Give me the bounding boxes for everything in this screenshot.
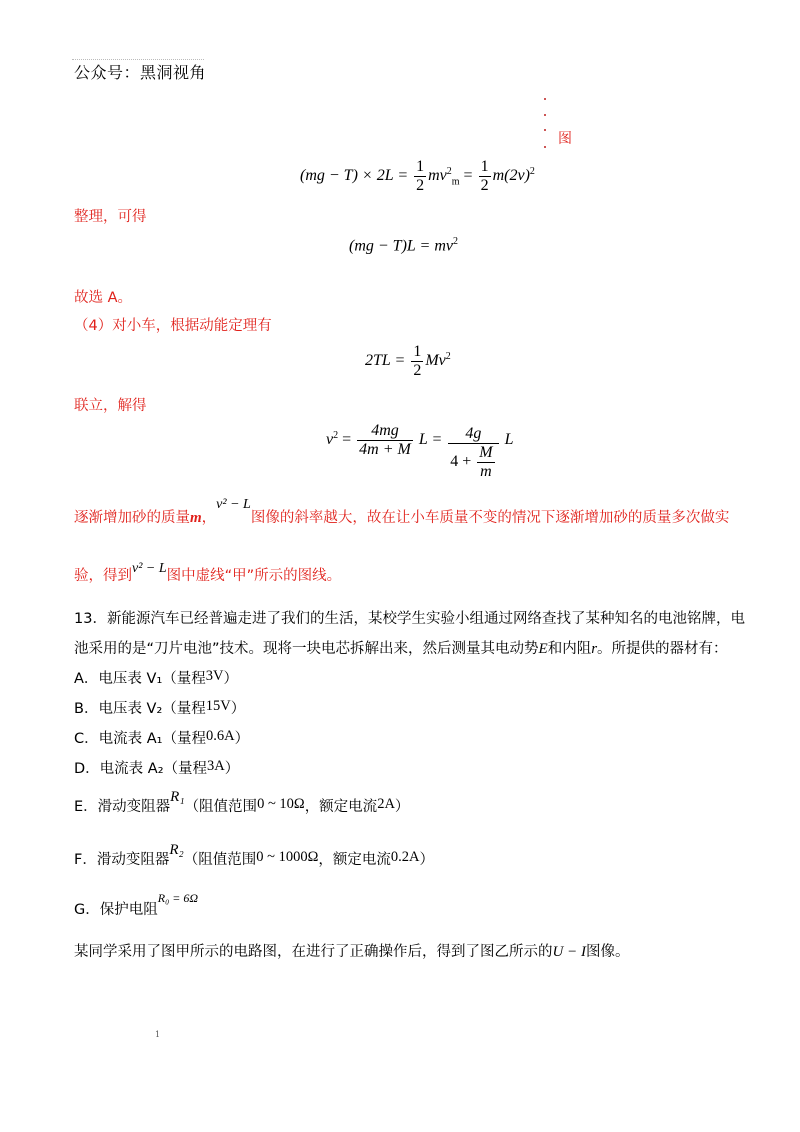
question-13-closing: 某同学采用了图甲所示的电路图，在进行了正确操作后，得到了图乙所示的U − I图像。	[74, 944, 630, 960]
equation-2: $(mg - T)L = mv^2$	[349, 236, 458, 255]
option-f: F．滑动变阻器R₂（阻值范围0 ~ 1000Ω，额定电流0.2A）	[74, 842, 434, 868]
text-part4: （4）对小车，根据动能定理有	[74, 318, 272, 334]
eq1-mid: mv	[428, 167, 447, 185]
dot-mark	[544, 114, 546, 116]
eq4-frac-1: $\frac{4mg}{4m + M}$	[359, 422, 411, 458]
text-choose-a: 故选 A。	[74, 290, 133, 306]
text-combine: 联立，解得	[74, 398, 147, 414]
eq3-frac: $\frac{1}{2}$	[413, 343, 422, 379]
eq4-inner-frac: $\frac{M}{m}$	[479, 444, 493, 480]
option-c: C．电流表 A₁（量程0.6A）	[74, 728, 250, 747]
header-title: 公众号：黑洞视角	[74, 63, 207, 82]
eq1-rhs: m(2v)	[492, 167, 530, 185]
v2-l-math-2: v² − L	[132, 561, 167, 576]
option-a: A．电压表 V₁（量程3V）	[74, 668, 238, 687]
question-13-line1: 13．新能源汽车已经普遍走进了我们的生活，某校学生实验小组通过网络查找了某种知名的电池铭牌，电	[74, 611, 745, 627]
eq1-half-frac: $\frac{1}{2}$	[416, 158, 425, 194]
eq1-half-frac-2: $\frac{1}{2}$	[480, 158, 489, 194]
eq4-frac-2: 4g 4 + $\frac{M}{m}$	[448, 425, 498, 481]
equation-1: (mg − T) × 2L = $\frac{1}{2}$ $mv^2_m$ = $\frac{1}{2}$ $m(2v)^2$	[300, 158, 535, 194]
text-organize: 整理，可得	[74, 209, 147, 225]
page-mark: 1	[155, 1030, 161, 1039]
text-line5: 逐渐增加砂的质量m，v² − L图像的斜率越大，故在让小车质量不变的情况下逐渐增加砂的质量多次做实	[74, 497, 730, 526]
dot-mark	[544, 98, 546, 100]
dot-mark	[544, 146, 546, 148]
image-note: 图	[558, 131, 572, 147]
v2-l-math: v² − L	[216, 497, 251, 512]
equation-4: $v^2$ = $\frac{4mg}{4m + M}$ L = 4g 4 + $\frac{M}{m}$ L	[326, 422, 514, 480]
option-b: B．电压表 V₂（量程15V）	[74, 698, 246, 717]
option-g: G．保护电阻$^{R_0 = 6\Omega}$	[74, 891, 199, 918]
eq1-lhs: (mg − T) × 2L =	[300, 167, 409, 185]
text-line6: 验，得到v² − L图中虚线“甲”所示的图线。	[74, 561, 342, 584]
equation-3: 2TL = $\frac{1}{2}$ Mv$^2$	[365, 343, 451, 379]
option-e: E．滑动变阻器R₁（阻值范围0 ~ 10Ω，额定电流2A）	[74, 789, 410, 815]
question-13-line2: 池采用的是“刀片电池”技术。现将一块电芯拆解出来，然后测量其电动势E和内阻r。所提供的器材有：	[74, 641, 728, 657]
dot-mark	[544, 129, 546, 131]
option-d: D．电流表 A₂（量程3A）	[74, 758, 240, 777]
